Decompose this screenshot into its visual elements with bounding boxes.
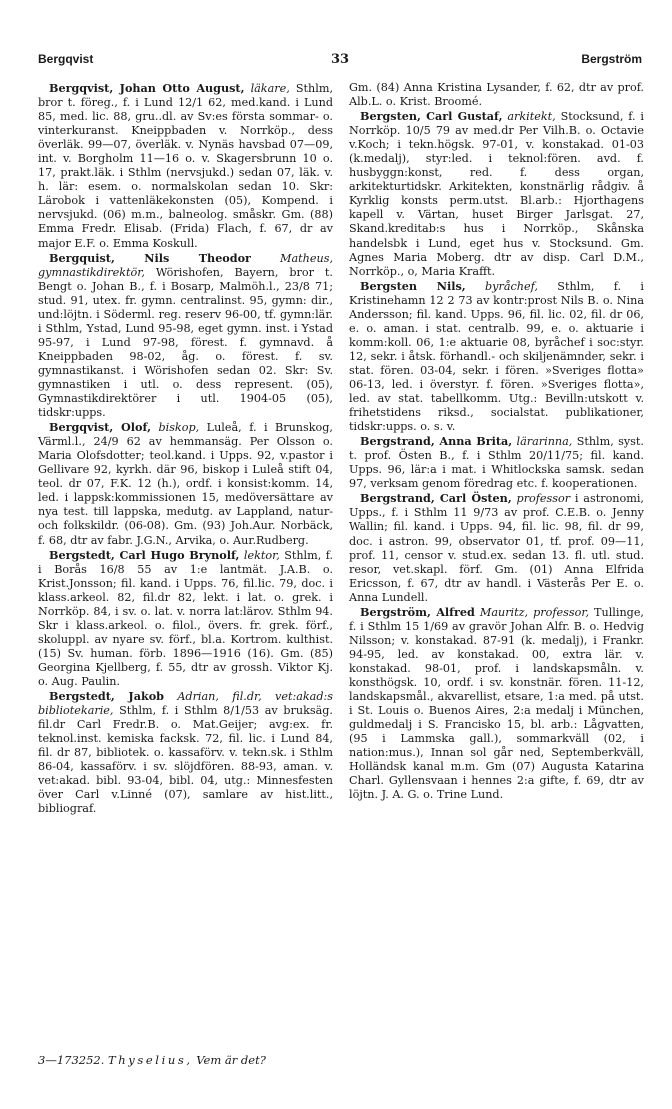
biography-entry: [38, 420, 333, 547]
entry-name: Bergquist, Nils Theodor: [49, 250, 251, 265]
entry-title: lektor,: [243, 548, 280, 562]
biography-entry: [38, 689, 333, 816]
entry-name: Bergstrand, Anna Brita,: [360, 434, 513, 449]
entry-text: Wörishofen, Bayern, bror t. Bengt o. Johan B., f. i Bosarp, Malmöh.l., 23/8 71; stud. 91, utex. fr. gymn. centralinst. 95, gymn: dir., und:löjtn. i Söderml. reg. reserv 96-00, tf. gymn:lär. i Sthlm, Ystad, Lund 95-98, eget gymn. inst. i Ystad 95-97, i Lund 97-98, förest. f. gymnavd. å Kneippbaden 98-02, åg. o. förest. f. sv. gymnastikanst. i Wörishofen sedan 02. Skr: Sv. gymnastiken i utl. o. dess represent. (05), Gymnastikdirektörer i utl. 1904-05 (05), tidskr:upps.: [38, 265, 333, 420]
entry-title: Matheus, gymnastikdirektör,: [38, 251, 333, 279]
biography-entry: [349, 81, 644, 109]
entry-text: Sthlm, syst. t. prof. Östen B., f. i Sthlm 20/11/75; fil. kand. Upps. 96, lär:a i mat. i Whitlockska samsk. sedan 97, verksam genom föredrag etc. f. kooperationen.: [349, 435, 644, 491]
entry-name: Bergstedt, Jakob: [49, 689, 164, 704]
biography-entry: [38, 81, 333, 251]
biography-entry: [349, 491, 644, 604]
entry-title: byråchef,: [485, 279, 538, 293]
header-left-word: Bergqvist: [38, 52, 94, 66]
footer-title: Vem är det?: [196, 1053, 266, 1067]
entry-text: Sthlm, bror t. föreg., f. i Lund 12/1 62, med.kand. i Lund 85, med. lic. 88, gru..dl. av Sv:es första sommar- o. vinterkuranst. Kneippbaden v. Norrköp., dess överläk. 99—07, överläk. v. Nynäs havsbad 07—09, int. v. Borgholm 11—16 o. v. Skagersbrunn 10 o. 17, prakt.läk. i Sthlm (nervsjukd.) sedan 07, läk. v. h. lär: esem. o. normalskolan sedan 10. Skr: Lärobok i vattenläkekonsten (05), Kompend. i nervsjukd. (06) m.m., balneolog. småskr. Gm. (88) Emma Fredr. Elisab. (Frida) Flach, f. 67, dr av major E.F. o. Emma Koskull.: [38, 82, 333, 250]
entry-title: lärarinna,: [516, 435, 573, 449]
footer-signature: 3—173252.: [38, 1053, 105, 1067]
biography-entry: [38, 251, 333, 421]
entry-name: Bergsten, Carl Gustaf,: [360, 109, 503, 124]
entry-title: professor: [516, 492, 571, 506]
entry-name: Bergstedt, Carl Hugo Brynolf,: [49, 547, 240, 562]
biography-entry: [349, 279, 644, 435]
left-column: [38, 81, 333, 816]
entry-title: Mauritz, professor,: [479, 605, 589, 619]
entry-text: Stocksund, f. i Norrköp. 10/5 79 av med.dr Per Vilh.B. o. Octavie v.Koch; i tekn.högsk. 97-01, v. konstakad. 01-03 (k.medalj), styr:led. i teknol:fören. avd. f. husbyggn:konst, red. f. dess organ, arkitekturtidskr. Arkitekten, konstnärlig rådgiv. å Kyrklig konsts perm.utst. Bl.arb.: Hjorthagens kapell v. Värtan, huset Birger Jarlsgat. 27, Skand.kreditab:s hus i Norrköp., Skånska handelsbk i Lund, eget hus v. Stocksund. Gm. Agnes Maria Moberg. dtr av disp. Carl D.M., Norrköp., o, Maria Krafft.: [349, 110, 644, 278]
entry-name: Bergsten Nils,: [360, 278, 466, 293]
entry-name: Bergström, Alfred: [360, 604, 475, 619]
entry-text: Tullinge, f. i Sthlm 15 1/69 av gravör Johan Alfr. B. o. Hedvig Nilsson; v. konstakad. 87-91 (k. medalj), i Frankr. 94-95, led. av konstakad. 00, extra lär. v. konstakad. 98-01, prof. i landskapsmåln. v. konsthögsk. 10, ordf. i sv. konstnär. fören. 11-12, landskapsmål., akvarellist, etsare, 1:a med. på utst. i St. Louis o. Buenos Aires, 2:a medalj i München, guldmedalj i S. Francisko 15, bl. arb.: Lågvatten, (95 i Lammska gall.), sommarkväll (02, i nation:mus.), Innan sol går ned, Septemberkväll, Holländsk kanal m.m. Gm (07) Augusta Katarina Charl. Gyllensvaan i hennes 2:a gifte, f. 69, dtr av löjtn. J. A. G. o. Trine Lund.: [349, 605, 644, 802]
entry-text: Luleå, f. i Brunskog, Värml.l., 24/9 62 av hemmansäg. Per Olsson o. Maria Olofsdotter; teol.kand. i Upps. 92, v.pastor i Gellivare 92, kyrkh. där 96, biskop i Luleå stift 04, teol. dr 07, F.K. 12 (h.), ordf. i konsist:komm. 14, led. i lappsk:kommissionen 15, medöversättare av nya test. till lappska, medutg. av Lappland, natur- och folkskildr. (06-08). Gm. (93) Joh.Aur. Norbäck, f. 68, dtr av fabr. J.G.N., Arvika, o. Aur.Rudberg.: [38, 421, 333, 547]
entry-name: Bergqvist, Olof,: [49, 420, 151, 435]
page-footer: [38, 1053, 266, 1067]
entry-text: Sthlm, f. i Sthlm 8/1/53 av bruksäg. fil.dr Carl Fredr.B. o. Mat.Geijer; avg:ex. fr. teknol.inst. kemiska facksk. 72, fil. lic. i Lund 84, fil. dr 87, bibliotek. o. kassaförv. v. tekn.sk. i Sthlm 86-04, kassaförv. i sv. slöjdfören. 88-93, aman. v. vet:akad. bibl. 93-04, bibl. 04, utg.: Minnesfesten över Carl v.Linné (07), samlare av hist.litt., bibliograf.: [38, 704, 333, 816]
entry-name: Bergqvist, Johan Otto August,: [49, 81, 245, 95]
header-right-word: Bergström: [581, 52, 642, 66]
entry-title: Adrian, fil.dr, vet:akad:s bibliotekarie,: [38, 690, 333, 718]
right-column: [349, 81, 644, 802]
entry-text: Sthlm, f. i Kristinehamn 12 2 73 av kontr:prost Nils B. o. Nina Andersson; fil. kand. Upps. 96, fil. lic. 02, fil. dr 06, e. o. aman. i stat. centralb. 99, e. o. aktuarie i komm:koll. 06, 1:e aktuarie 08, byråchef i soc:styr. 12, sekr. i åtsk. förhandl.- och skiljenämnder, sekr. i stat. fören. 03-04, sekr. i fören. »Sveriges flotta» 06-13, led. i överstyr. f. fören. »Sveriges flotta», led. av stat. tabellkomm. Utg.: Bevilln:utskott v. frihetstidens riksd., socialstat. publikationer, tidskr:upps. o. s. v.: [349, 279, 644, 434]
footer-author: Thyselius,: [108, 1053, 193, 1067]
entry-text: Sthlm, f. i Borås 16/8 55 av 1:e lantmät. J.A.B. o. Krist.Jonsson; fil. kand. i Upps. 76, fil.lic. 79, doc. i klass.arkeol. 82, fil.dr 82, lekt. i lat. o. grek. i Norrköp. 84, i sv. o. lat. v. norra lat:lärov. Sthlm 94. Skr i klass.arkeol. o. filol., övers. fr. grek. förf., skoluppl. av nyare sv. förf., bl.a. Kortrom. kulthist. (15) Sv. human. förb. 1896—1916 (16). Gm. (85) Georgina Kjellberg, f. 55, dtr av grossh. Viktor Kj. o. Aug. Paulin.: [38, 548, 334, 688]
entry-title: biskop,: [158, 421, 200, 435]
biography-entry: [349, 434, 644, 491]
biography-entry: [349, 605, 644, 803]
entry-title: läkare,: [250, 82, 290, 95]
biography-entry: [349, 109, 644, 279]
biography-entry: [38, 548, 333, 689]
page-number: 33: [330, 52, 350, 67]
entry-text: i astronomi, Upps., f. i Sthlm 11 9/73 av prof. C.E.B. o. Jenny Wallin; fil. kand. i Upps. 94, fil. lic. 98, fil. dr 99, doc. i astron. 99, observator 01, tf. prof. 09—11, prof. 11, censor v. stud.ex. sedan 13. fl. utl. stud. resor, vet.skapl. förf. Gm. (01) Anna Elfrida Ericsson, f. 67, dtr av handl. i Västerås Per E. o. Anna Lundell.: [349, 492, 644, 604]
entry-name: Bergstrand, Carl Östen,: [360, 491, 512, 506]
running-header: [38, 52, 642, 72]
entry-title: arkitekt,: [507, 110, 556, 124]
entry-text: Gm. (84) Anna Kristina Lysander, f. 62, dtr av prof. Alb.L. o. Krist. Broomé.: [349, 81, 644, 109]
